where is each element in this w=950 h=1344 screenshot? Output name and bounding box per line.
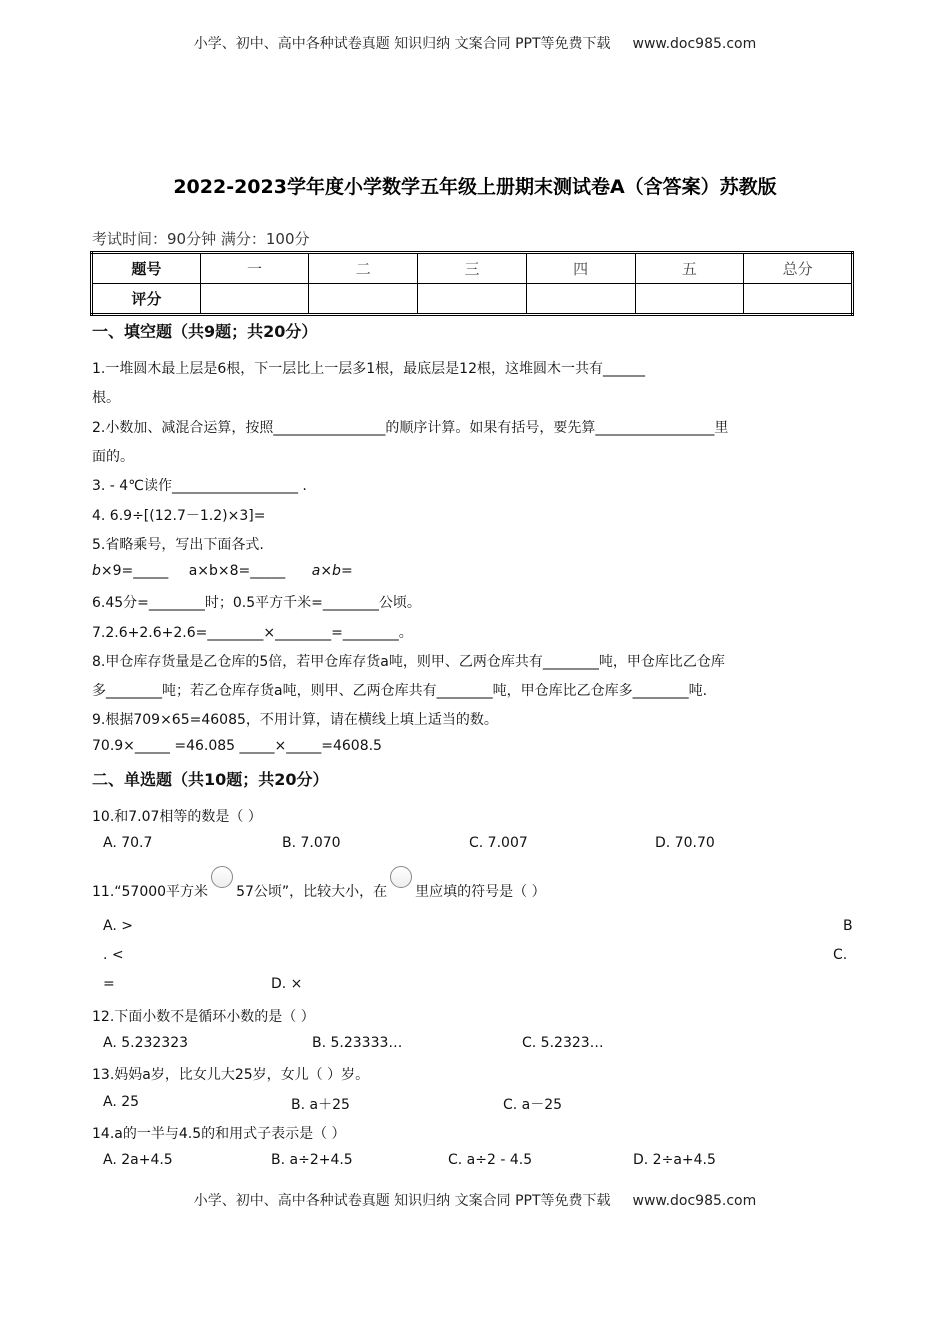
q12-option-a[interactable]: A. 5.232323 <box>103 1035 189 1051</box>
score-col-1: 一 <box>200 253 309 284</box>
q11-part2: 57公顷”，比较大小，在 <box>236 884 388 900</box>
score-cell[interactable] <box>309 284 418 315</box>
score-cell[interactable] <box>200 284 309 315</box>
footer-text: 小学、初中、高中各种试卷真题 知识归纳 文案合同 PPT等免费下载 <box>193 1193 611 1209</box>
q5-part-b: a×b×8=_____ <box>188 563 286 579</box>
score-row1-head: 题号 <box>92 253 201 284</box>
page-header <box>0 33 950 53</box>
header-site[interactable]: www.doc985.com <box>632 36 757 52</box>
question-14: 14.a的一半与4.5的和用式子表示是（ ） <box>92 1126 346 1142</box>
q11-option-b-label[interactable]: B <box>843 918 853 934</box>
score-table-score-row <box>92 284 853 315</box>
score-col-2: 二 <box>309 253 418 284</box>
q10-option-a[interactable]: A. 70.7 <box>103 835 153 851</box>
question-6: 6.45分=________时；0.5平方千米=________公顷。 <box>92 595 421 611</box>
section-fill-in: 一、填空题（共9题；共20分） <box>92 322 318 341</box>
q14-option-b[interactable]: B. a÷2+4.5 <box>271 1152 353 1168</box>
question-10: 10.和7.07相等的数是（ ） <box>92 809 262 825</box>
score-row2-head: 评分 <box>92 284 201 315</box>
score-col-4: 四 <box>526 253 635 284</box>
question-12: 12.下面小数不是循环小数的是（ ） <box>92 1009 315 1025</box>
q13-option-a[interactable]: A. 25 <box>103 1094 140 1110</box>
q11-option-a[interactable]: A. > <box>103 918 133 934</box>
score-cell[interactable] <box>744 284 853 315</box>
question-13: 13.妈妈a岁，比女儿大25岁，女儿（ ）岁。 <box>92 1067 370 1083</box>
question-2-line2: 面的。 <box>92 449 134 465</box>
question-11 <box>92 876 546 901</box>
q13-option-b[interactable]: B. a＋25 <box>291 1097 350 1113</box>
q11-part3: 里应填的符号是（ ） <box>415 884 546 900</box>
score-col-3: 三 <box>418 253 527 284</box>
question-9-line1: 9.根据709×65=46085，不用计算，请在横线上填上适当的数。 <box>92 712 498 728</box>
question-4: 4. 6.9÷[(12.7－1.2)×3]= <box>92 508 266 524</box>
circle-blank-icon[interactable] <box>390 866 412 888</box>
q5-part-c: a×b= <box>311 563 353 579</box>
question-2-line1: 2.小数加、减混合运算，按照________________的顺序计算。如果有括号，要先算_________________里 <box>92 420 729 436</box>
footer-site[interactable]: www.doc985.com <box>632 1193 757 1209</box>
score-cell[interactable] <box>635 284 744 315</box>
score-cell[interactable] <box>418 284 527 315</box>
q14-option-c[interactable]: C. a÷2 - 4.5 <box>448 1152 533 1168</box>
q12-option-c[interactable]: C. 5.2323… <box>522 1035 604 1051</box>
header-text: 小学、初中、高中各种试卷真题 知识归纳 文案合同 PPT等免费下载 <box>193 36 611 52</box>
q11-option-c-value[interactable]: = <box>103 976 115 992</box>
section-single-choice: 二、单选题（共10题；共20分） <box>92 770 329 789</box>
q10-option-d[interactable]: D. 70.70 <box>655 835 715 851</box>
question-1-line2: 根。 <box>92 390 120 406</box>
q11-option-d[interactable]: D. × <box>271 976 303 992</box>
q14-option-d[interactable]: D. 2÷a+4.5 <box>633 1152 716 1168</box>
question-8-line2: 多________吨；若乙仓库存货a吨，则甲、乙两仓库共有________吨，甲仓库比乙仓库多________吨. <box>92 683 708 699</box>
q12-option-b[interactable]: B. 5.23333… <box>312 1035 403 1051</box>
page-footer <box>0 1190 950 1210</box>
circle-blank-icon[interactable] <box>211 866 233 888</box>
score-col-5: 五 <box>635 253 744 284</box>
q11-option-c-label[interactable]: C. <box>833 947 848 963</box>
score-table-header-row <box>92 253 853 284</box>
q5-var-b: b <box>92 563 101 579</box>
q10-option-b[interactable]: B. 7.070 <box>282 835 341 851</box>
q14-option-a[interactable]: A. 2a+4.5 <box>103 1152 173 1168</box>
question-5-parts <box>92 563 353 579</box>
q13-option-c[interactable]: C. a－25 <box>503 1097 563 1113</box>
question-5: 5.省略乘号，写出下面各式. <box>92 537 264 553</box>
question-1-line1: 1.一堆圆木最上层是6根，下一层比上一层多1根，最底层是12根，这堆圆木一共有______ <box>92 361 645 377</box>
question-3: 3. - 4℃读作__________________ . <box>92 478 307 494</box>
question-9-line2: 70.9×_____ =46.085 _____×_____=4608.5 <box>92 738 382 754</box>
page-title: 2022-2023学年度小学数学五年级上册期末测试卷A（含答案）苏教版 <box>173 176 777 198</box>
question-8-line1: 8.甲仓库存货量是乙仓库的5倍，若甲仓库存货a吨，则甲、乙两仓库共有________吨，甲仓库比乙仓库 <box>92 654 725 670</box>
score-table <box>90 251 854 316</box>
question-7: 7.2.6+2.6+2.6=________×________=________。 <box>92 625 413 641</box>
score-cell[interactable] <box>526 284 635 315</box>
q10-option-c[interactable]: C. 7.007 <box>469 835 528 851</box>
q11-option-b-value[interactable]: . < <box>103 947 124 963</box>
score-col-total: 总分 <box>744 253 853 284</box>
q11-part1: 11.“57000平方米 <box>92 884 209 900</box>
q5-part-a: ×9=_____ <box>100 563 169 579</box>
exam-info: 考试时间：90分钟 满分：100分 <box>92 230 310 248</box>
